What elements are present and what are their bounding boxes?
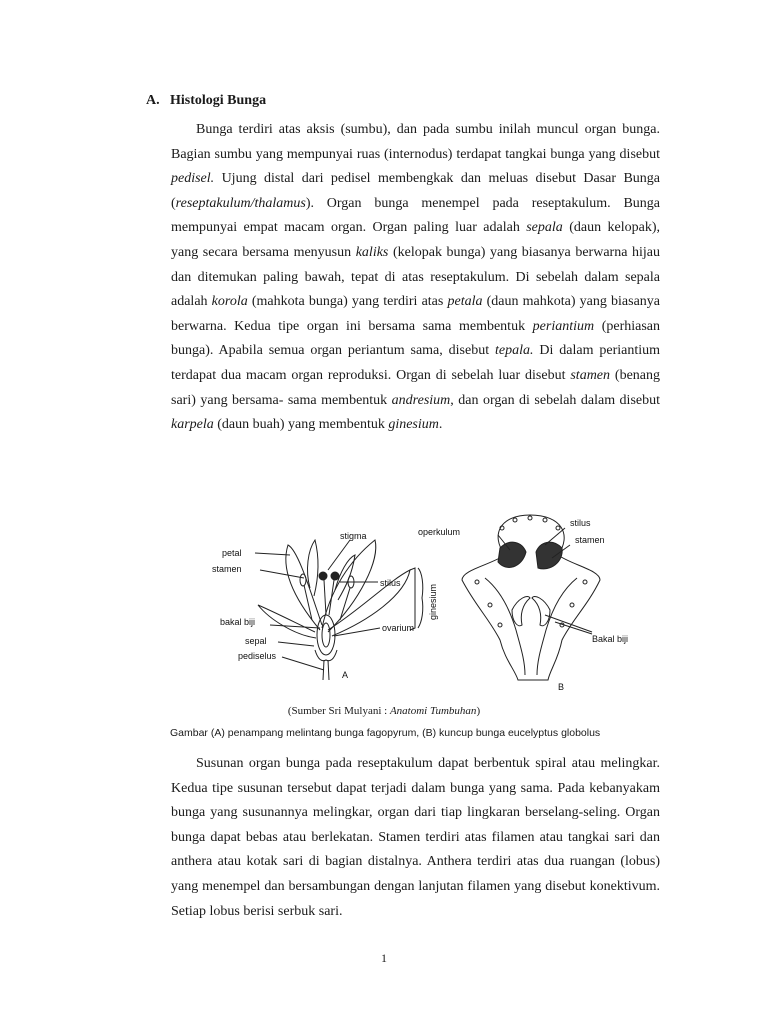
paragraph-1-text: Ujung distal dari pedisel membengkak dan meluas disebut Dasar Bunga ( xyxy=(171,171,660,211)
paragraph-1-text: Bunga terdiri atas aksis (sumbu), dan pada sumbu inilah muncul organ bunga. Bagian sumbu yang mempunyai ruas (internodus) terdapat tangkai bunga yang disebut xyxy=(171,122,660,162)
page-number: 1 xyxy=(381,951,387,965)
italic-term: stamen xyxy=(570,367,611,383)
section-title: Histologi Bunga xyxy=(170,93,267,108)
label-ovarium: ovarium xyxy=(382,623,415,633)
label-operkulum: operkulum xyxy=(418,527,461,537)
italic-term: petala xyxy=(447,294,483,310)
label-petal: petal xyxy=(222,548,242,558)
label-stilus-a: stilus xyxy=(380,578,401,588)
diagram-a xyxy=(255,540,423,680)
italic-term: karpela xyxy=(171,417,214,433)
paragraph-1 xyxy=(171,118,660,438)
figure-caption: Gambar (A) penampang melintang bunga fagopyrum, (B) kuncup bunga eucelyptus globolus xyxy=(170,727,601,739)
paragraph-2 xyxy=(171,752,660,924)
source-title: Anatomi Tumbuhan xyxy=(389,705,477,717)
paragraph-1-text: , dan organ di sebelah dalam disebut xyxy=(450,392,661,408)
label-sepal: sepal xyxy=(245,636,267,646)
label-stigma: stigma xyxy=(340,531,367,541)
italic-term: pedisel. xyxy=(171,171,215,187)
paragraph-1-text: (perhiasan bunga). Apabila semua organ periantum sama, disebut xyxy=(171,318,660,359)
italic-term: reseptakulum/thalamus xyxy=(175,195,306,211)
label-stamen-a: stamen xyxy=(212,564,242,574)
paragraph-1-text: (mahkota bunga) yang terdiri atas xyxy=(247,294,448,310)
paragraph-1-text: (kelopak bunga) yang biasanya berwarna hijau dan ditemukan paling bawah, tepat di atas reseptakulum. Di sebelah dalam sepala adalah xyxy=(171,244,660,310)
paragraph-1-text: ). Organ bunga menempel pada reseptakulum. Bunga mempunyai empat macam organ. Organ paling luar adalah xyxy=(171,195,660,236)
label-stilus-b: stilus xyxy=(570,518,591,528)
label-stamen-b: stamen xyxy=(575,535,605,545)
italic-term: kaliks xyxy=(355,244,389,260)
panel-b-label: B xyxy=(558,682,565,692)
paragraph-1-text: . xyxy=(438,417,443,433)
italic-term: ginesium xyxy=(388,417,439,433)
paragraph-1-text: (daun kelopak), yang secara bersama menyusun xyxy=(171,220,660,260)
italic-term: tepala. xyxy=(494,343,534,359)
label-bakal-biji-a: bakal biji xyxy=(220,617,256,627)
label-pediselus: pediselus xyxy=(238,651,277,661)
section-number: A. xyxy=(146,93,160,108)
italic-term: andresium xyxy=(391,392,451,408)
label-ginesium: ginesium xyxy=(428,583,438,620)
label-bakal-biji-b: Bakal biji xyxy=(592,634,629,644)
figure-source: (Sumber Sri Mulyani : Anatomi Tumbuhan) xyxy=(287,705,481,717)
italic-term: periantium xyxy=(532,318,595,334)
paragraph-1-text: Di dalam periantium terdapat dua macam organ reproduksi. Organ di sebelah luar disebut xyxy=(171,343,660,383)
paragraph-2-text: Susunan organ bunga pada reseptakulum dapat berbentuk spiral atau melingkar. Kedua tipe susunan tersebut dapat terjadi dalam bunga yang sama. Pada kebanyakam bunga yang susunannya melingkar, organ dari tiap lingkaran berselang-seling. Organ bunga dapat bebas atau berlekatan. Stamen terdiri atas filamen atau tangkai sari dan anthera atau kotak sari di bagian distalnya. Anthera terdiri atas dua ruangan (lobus) yang menempel dan bersambungan dengan lanjutan filamen yang disebut konektivum. Setiap lobus berisi serbuk sari. xyxy=(171,756,660,919)
section-heading xyxy=(146,93,266,109)
panel-a-label: A xyxy=(342,670,349,680)
italic-term: korola xyxy=(211,294,248,310)
paragraph-1-text: (benang sari) yang bersama- sama membentuk xyxy=(171,367,661,408)
paragraph-1-text: (daun buah) yang membentuk xyxy=(213,417,389,433)
paragraph-1-text: (daun mahkota) yang biasanya berwarna. Kedua tipe organ ini bersama sama membentuk xyxy=(171,294,660,334)
flower-diagram-figure xyxy=(200,510,629,700)
italic-term: sepala xyxy=(526,220,563,236)
